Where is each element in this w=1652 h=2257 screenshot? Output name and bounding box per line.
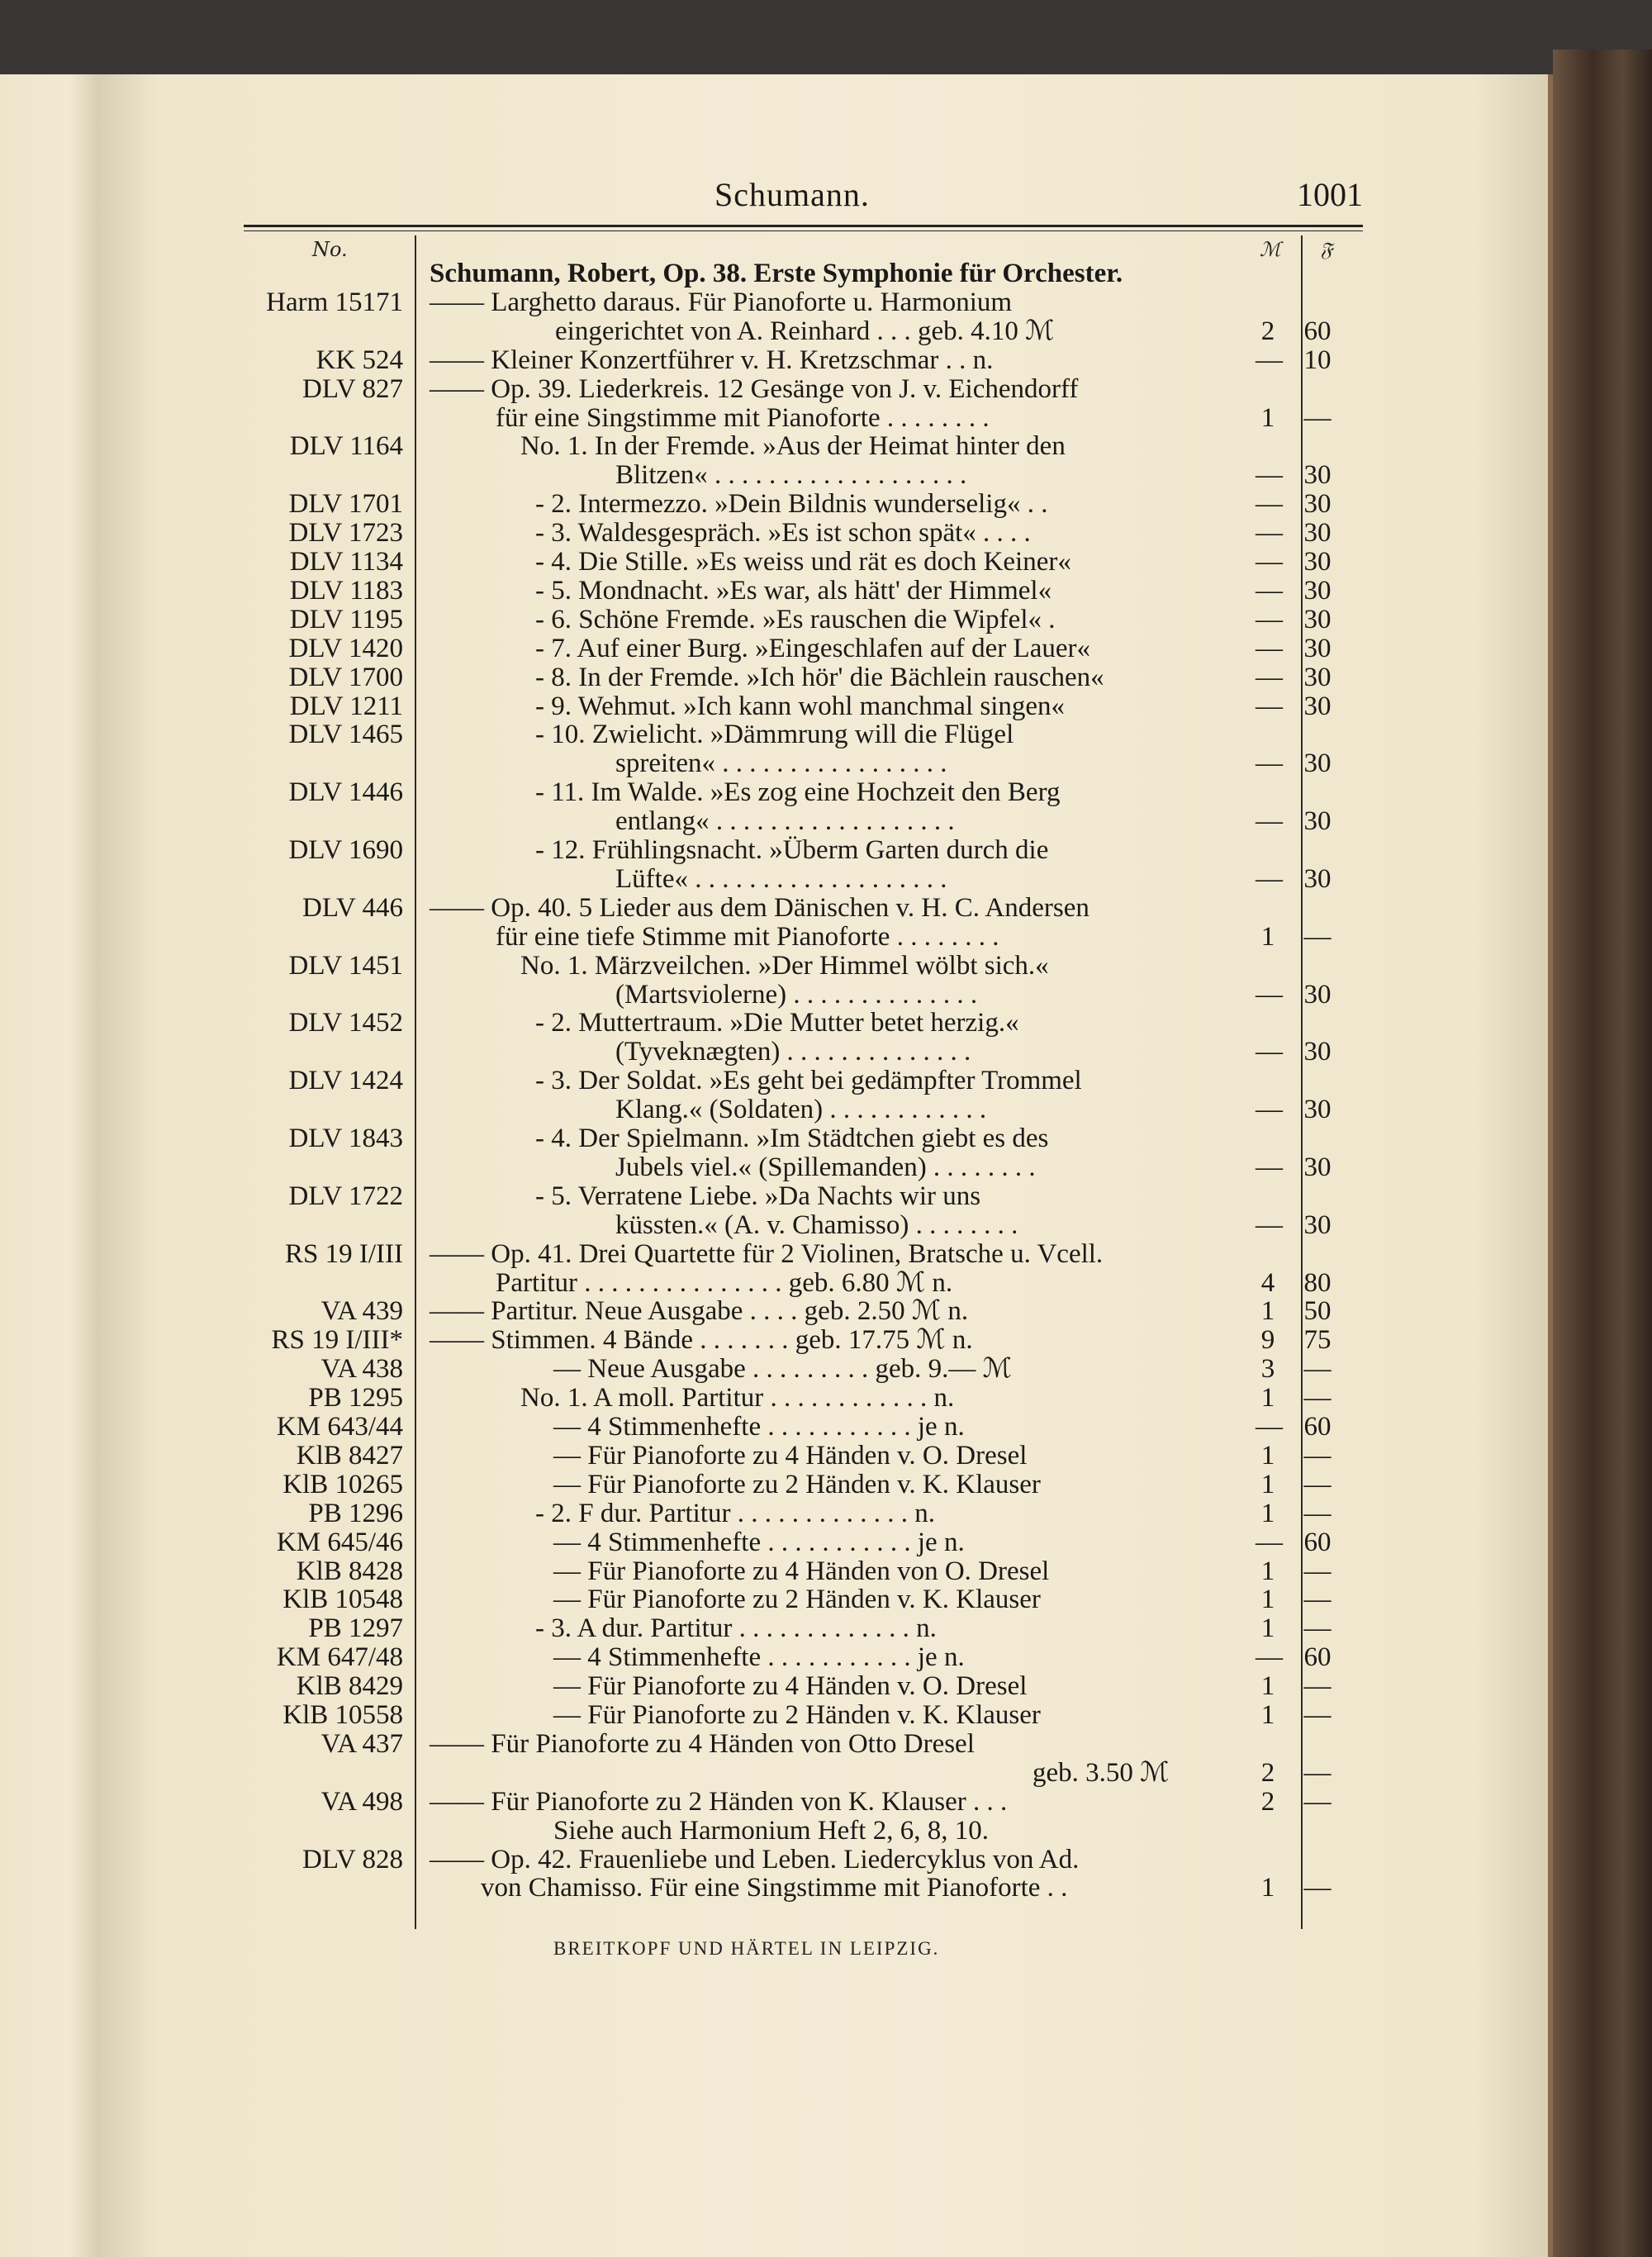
price-pfennig: 50 <box>1303 1296 1332 1327</box>
catalog-row <box>0 634 1652 663</box>
price-pfennig: 10 <box>1303 344 1332 375</box>
catalog-row <box>0 518 1652 548</box>
catalog-row <box>0 893 1652 923</box>
catalog-row <box>0 287 1652 317</box>
entry-text: - 5. Mondnacht. »Es war, als hätt' der Himmel« <box>535 575 1052 606</box>
price-mark: 1 <box>1260 1700 1275 1730</box>
entry-text: — 4 Stimmenhefte . . . . . . . . . . . je n. <box>553 1642 965 1673</box>
header-rule <box>244 225 1363 227</box>
entry-text: entlang« . . . . . . . . . . . . . . . . . . <box>615 806 955 837</box>
entry-text: eingerichtet von A. Reinhard . . . geb. 4.10 ℳ <box>555 316 1055 346</box>
catalog-number: DLV 1690 <box>288 835 403 865</box>
catalog-row <box>0 374 1652 404</box>
catalog-number: DLV 827 <box>302 373 403 404</box>
entry-text: - 12. Frühlingsnacht. »Überm Garten durch die <box>535 835 1049 865</box>
price-pfennig: — <box>1303 1469 1332 1499</box>
catalog-row <box>0 1383 1652 1413</box>
price-mark: — <box>1256 460 1283 491</box>
price-pfennig: — <box>1303 1613 1332 1644</box>
catalog-number: DLV 1465 <box>288 720 403 750</box>
catalog-row <box>0 605 1652 634</box>
catalog-row <box>0 1354 1652 1384</box>
catalog-row <box>0 1181 1652 1211</box>
entry-text: — Für Pianoforte zu 2 Händen v. K. Klauser <box>553 1585 1041 1615</box>
price-mark: 1 <box>1260 1440 1275 1471</box>
entry-text: geb. 3.50 ℳ <box>1032 1757 1170 1788</box>
price-pfennig: — <box>1303 1498 1332 1528</box>
entry-text: - 4. Die Stille. »Es weiss und rät es doch Keiner« <box>535 547 1071 577</box>
entry-text: für eine Singstimme mit Pianoforte . . . . . . . . <box>496 402 990 433</box>
price-mark: 2 <box>1260 316 1275 346</box>
price-pfennig: 30 <box>1303 604 1332 634</box>
catalog-row <box>0 1700 1652 1730</box>
price-pfennig: 30 <box>1303 863 1332 894</box>
entry-text: für eine tiefe Stimme mit Pianoforte . . . . . . . . <box>496 921 999 952</box>
catalog-row <box>0 489 1652 519</box>
price-pfennig: 30 <box>1303 1152 1332 1182</box>
page-number: 1001 <box>1297 176 1363 213</box>
price-pfennig: 75 <box>1303 1325 1332 1356</box>
price-mark: — <box>1256 1152 1283 1182</box>
price-mark: 2 <box>1260 1757 1275 1788</box>
catalog-row <box>0 1729 1652 1759</box>
catalog-number: DLV 1723 <box>288 518 403 549</box>
catalog-number: VA 437 <box>320 1728 403 1759</box>
entry-text: Partitur . . . . . . . . . . . . . . . geb. 6.80 ℳ n. <box>496 1267 953 1298</box>
entry-text: (Tyveknægten) . . . . . . . . . . . . . . <box>615 1037 971 1067</box>
entry-text: —— Für Pianoforte zu 4 Händen von Otto Dresel <box>430 1728 975 1759</box>
price-mark: — <box>1256 1095 1283 1125</box>
price-mark: 1 <box>1260 1613 1275 1644</box>
catalog-row <box>0 1787 1652 1817</box>
price-pfennig: 30 <box>1303 1095 1332 1125</box>
catalog-number: DLV 1446 <box>288 777 403 808</box>
catalog-row <box>0 835 1652 865</box>
catalog-number: KlB 10558 <box>282 1700 403 1730</box>
catalog-number: KlB 8429 <box>296 1671 403 1702</box>
catalog-row <box>0 460 1652 490</box>
catalog-number: DLV 1164 <box>289 431 403 462</box>
catalog-row <box>0 1845 1652 1874</box>
catalog-number: RS 19 I/III <box>285 1238 403 1269</box>
catalog-row <box>0 1499 1652 1528</box>
entry-text: —— Op. 42. Frauenliebe und Leben. Liedercyklus von Ad. <box>430 1844 1080 1874</box>
catalog-row <box>0 1268 1652 1298</box>
catalog-row <box>0 777 1652 807</box>
page-header <box>248 175 1363 216</box>
catalog-number: VA 498 <box>320 1786 403 1817</box>
catalog-row <box>0 431 1652 461</box>
price-pfennig: — <box>1303 1786 1332 1817</box>
catalog-number: PB 1296 <box>308 1498 403 1528</box>
price-mark: 4 <box>1260 1267 1275 1298</box>
catalog-row <box>0 576 1652 606</box>
catalog-row <box>0 1470 1652 1499</box>
price-mark: — <box>1256 1037 1283 1067</box>
entry-text: —— Op. 40. 5 Lieder aus dem Dänischen v. H. C. Andersen <box>430 892 1089 923</box>
catalog-row <box>0 1816 1652 1846</box>
price-pfennig: 30 <box>1303 1209 1332 1240</box>
entry-text: — 4 Stimmenhefte . . . . . . . . . . . je n. <box>553 1412 965 1442</box>
entry-text: Siehe auch Harmonium Heft 2, 6, 8, 10. <box>553 1815 989 1846</box>
catalog-number: DLV 1424 <box>288 1066 403 1096</box>
catalog-number: PB 1295 <box>308 1383 403 1414</box>
price-pfennig: 60 <box>1303 316 1332 346</box>
catalog-row <box>0 748 1652 778</box>
catalog-number: DLV 1701 <box>288 489 403 520</box>
price-mark: — <box>1256 748 1283 779</box>
entry-text: - 5. Verratene Liebe. »Da Nachts wir uns <box>535 1181 981 1211</box>
price-pfennig: — <box>1303 1383 1332 1414</box>
catalog-number: PB 1297 <box>308 1613 403 1644</box>
price-pfennig: 30 <box>1303 979 1332 1010</box>
price-mark: — <box>1256 1412 1283 1442</box>
price-pfennig: 80 <box>1303 1267 1332 1298</box>
price-mark: — <box>1256 1209 1283 1240</box>
price-pfennig: 60 <box>1303 1527 1332 1557</box>
entry-text: No. 1. A moll. Partitur . . . . . . . . . . . . n. <box>520 1383 955 1414</box>
catalog-row <box>0 1296 1652 1326</box>
catalog-row <box>0 1152 1652 1182</box>
entry-text: —— Op. 41. Drei Quartette für 2 Violinen, Bratsche u. Vcell. <box>430 1238 1104 1269</box>
price-pfennig: 30 <box>1303 748 1332 779</box>
entry-text: von Chamisso. Für eine Singstimme mit Pianoforte . . <box>481 1873 1068 1903</box>
entry-text: Jubels viel.« (Spillemanden) . . . . . . . . <box>615 1152 1036 1182</box>
entry-text: — Neue Ausgabe . . . . . . . . . geb. 9.— ℳ <box>553 1354 1012 1385</box>
catalog-number: DLV 828 <box>302 1844 403 1874</box>
entry-text: — Für Pianoforte zu 2 Händen v. K. Klauser <box>553 1700 1041 1730</box>
price-mark: — <box>1256 691 1283 721</box>
price-mark: — <box>1256 344 1283 375</box>
catalog-row <box>0 1095 1652 1124</box>
entry-text: - 8. In der Fremde. »Ich hör' die Bächlein rauschen« <box>535 662 1104 692</box>
catalog-row <box>0 345 1652 375</box>
price-mark: 3 <box>1260 1354 1275 1385</box>
entry-text: - 3. Waldesgespräch. »Es ist schon spät« . . . . <box>535 518 1031 549</box>
price-mark: — <box>1256 1642 1283 1673</box>
price-pfennig: 30 <box>1303 633 1332 663</box>
column-header-mark: ℳ <box>1260 238 1281 261</box>
entry-text: - 2. Intermezzo. »Dein Bildnis wunderselig« . . <box>535 489 1048 520</box>
catalog-number: RS 19 I/III* <box>271 1325 403 1356</box>
catalog-number: DLV 1452 <box>288 1008 403 1038</box>
header-rule-thin <box>244 230 1363 231</box>
price-mark: 9 <box>1260 1325 1275 1356</box>
price-pfennig: — <box>1303 1440 1332 1471</box>
price-mark: — <box>1256 518 1283 549</box>
catalog-row <box>0 1066 1652 1095</box>
price-mark: — <box>1256 633 1283 663</box>
catalog-number: KlB 10548 <box>282 1585 403 1615</box>
catalog-number: DLV 1420 <box>288 633 403 663</box>
catalog-number: DLV 1722 <box>288 1181 403 1211</box>
price-mark: — <box>1256 604 1283 634</box>
entry-text: - 3. A dur. Partitur . . . . . . . . . . . . . n. <box>535 1613 937 1644</box>
publisher-footer: BREITKOPF UND HÄRTEL IN LEIPZIG. <box>553 1938 940 1959</box>
price-mark: 1 <box>1260 1296 1275 1327</box>
entry-text: spreiten« . . . . . . . . . . . . . . . . . <box>615 748 947 779</box>
entry-text: — Für Pianoforte zu 4 Händen v. O. Dresel <box>553 1671 1028 1702</box>
price-mark: 1 <box>1260 921 1275 952</box>
catalog-number: DLV 1195 <box>289 604 403 634</box>
catalog-row <box>0 1412 1652 1442</box>
price-pfennig: — <box>1303 1354 1332 1385</box>
catalog-row <box>0 259 1652 288</box>
price-mark: 1 <box>1260 1873 1275 1903</box>
column-header-no: No. <box>312 238 348 261</box>
price-mark: 2 <box>1260 1786 1275 1817</box>
catalog-number: Harm 15171 <box>266 287 403 317</box>
price-pfennig: 60 <box>1303 1412 1332 1442</box>
catalog-row <box>0 951 1652 981</box>
book-edge-top <box>0 0 1652 74</box>
entry-text: Schumann, Robert, Op. 38. Erste Symphonie für Orchester. <box>430 259 1123 288</box>
catalog-row <box>0 1585 1652 1614</box>
catalog-number: KM 645/46 <box>276 1527 403 1557</box>
catalog-number: VA 438 <box>320 1354 403 1385</box>
price-mark: — <box>1256 575 1283 606</box>
price-mark: 1 <box>1260 402 1275 433</box>
catalog-number: KlB 10265 <box>282 1469 403 1499</box>
entry-text: - 2. F dur. Partitur . . . . . . . . . . . . . n. <box>535 1498 935 1528</box>
price-pfennig: — <box>1303 921 1332 952</box>
entry-text: No. 1. Märzveilchen. »Der Himmel wölbt sich.« <box>520 950 1049 981</box>
price-mark: — <box>1256 1527 1283 1557</box>
price-pfennig: 30 <box>1303 547 1332 577</box>
catalog-row <box>0 806 1652 836</box>
catalog-row <box>0 663 1652 692</box>
catalog-row <box>0 316 1652 346</box>
price-pfennig: 30 <box>1303 575 1332 606</box>
entry-text: — Für Pianoforte zu 4 Händen von O. Dresel <box>553 1556 1050 1586</box>
entry-text: - 2. Muttertraum. »Die Mutter betet herzig.« <box>535 1008 1019 1038</box>
entry-text: —— Op. 39. Liederkreis. 12 Gesänge von J. v. Eichendorff <box>430 373 1079 404</box>
catalog-number: DLV 446 <box>302 892 403 923</box>
price-mark: 1 <box>1260 1585 1275 1615</box>
catalog-number: KlB 8428 <box>296 1556 403 1586</box>
catalog-row <box>0 1642 1652 1672</box>
entry-text: —— Stimmen. 4 Bände . . . . . . . geb. 17.75 ℳ n. <box>430 1325 973 1356</box>
catalog-row <box>0 720 1652 749</box>
entry-text: - 9. Wehmut. »Ich kann wohl manchmal singen« <box>535 691 1066 721</box>
catalog-row <box>0 1556 1652 1586</box>
catalog-row <box>0 922 1652 952</box>
catalog-row <box>0 1528 1652 1557</box>
catalog-row <box>0 980 1652 1010</box>
price-mark: 1 <box>1260 1556 1275 1586</box>
price-pfennig: 30 <box>1303 460 1332 491</box>
price-pfennig: 30 <box>1303 1037 1332 1067</box>
entry-text: —— Für Pianoforte zu 2 Händen von K. Klauser . . . <box>430 1786 1008 1817</box>
price-pfennig: 30 <box>1303 518 1332 549</box>
catalog-number: KM 647/48 <box>276 1642 403 1673</box>
entry-text: - 3. Der Soldat. »Es geht bei gedämpfter Trommel <box>535 1066 1082 1096</box>
price-mark: — <box>1256 662 1283 692</box>
price-mark: — <box>1256 979 1283 1010</box>
entry-text: küssten.« (A. v. Chamisso) . . . . . . . . <box>615 1209 1018 1240</box>
catalog-number: DLV 1843 <box>288 1124 403 1153</box>
price-mark: — <box>1256 863 1283 894</box>
price-pfennig: — <box>1303 402 1332 433</box>
price-pfennig: 30 <box>1303 489 1332 520</box>
price-mark: — <box>1256 806 1283 837</box>
entry-text: No. 1. In der Fremde. »Aus der Heimat hinter den <box>520 431 1066 462</box>
price-pfennig: — <box>1303 1873 1332 1903</box>
entry-text: — Für Pianoforte zu 4 Händen v. O. Dresel <box>553 1440 1028 1471</box>
catalog-row <box>0 1671 1652 1701</box>
catalog-number: DLV 1700 <box>288 662 403 692</box>
catalog-number: DLV 1451 <box>288 950 403 981</box>
entry-text: - 6. Schöne Fremde. »Es rauschen die Wipfel« . <box>535 604 1056 634</box>
entry-text: - 7. Auf einer Burg. »Eingeschlafen auf der Lauer« <box>535 633 1090 663</box>
catalog-row <box>0 1008 1652 1038</box>
entry-text: - 10. Zwielicht. »Dämmrung will die Flügel <box>535 720 1014 750</box>
catalog-row <box>0 1239 1652 1269</box>
entry-text: Blitzen« . . . . . . . . . . . . . . . . . . . <box>615 460 967 491</box>
entry-text: —— Kleiner Konzertführer v. H. Kretzschmar . . n. <box>430 344 994 375</box>
catalog-row <box>0 691 1652 721</box>
price-pfennig: 30 <box>1303 691 1332 721</box>
catalog-row <box>0 403 1652 433</box>
catalog-row <box>0 547 1652 577</box>
price-mark: 1 <box>1260 1498 1275 1528</box>
catalog-number: KM 643/44 <box>276 1412 403 1442</box>
entry-text: —— Partitur. Neue Ausgabe . . . . geb. 2.50 ℳ n. <box>430 1296 969 1327</box>
price-pfennig: — <box>1303 1556 1332 1586</box>
price-pfennig: 60 <box>1303 1642 1332 1673</box>
price-pfennig: — <box>1303 1757 1332 1788</box>
catalog-row <box>0 1873 1652 1903</box>
price-mark: 1 <box>1260 1469 1275 1499</box>
catalog-row <box>0 1441 1652 1471</box>
catalog-number: DLV 1183 <box>289 575 403 606</box>
catalog-number: KlB 8427 <box>296 1440 403 1471</box>
catalog-row <box>0 1758 1652 1788</box>
catalog-row <box>0 1037 1652 1067</box>
entry-text: — 4 Stimmenhefte . . . . . . . . . . . je n. <box>553 1527 965 1557</box>
price-mark: — <box>1256 489 1283 520</box>
price-pfennig: — <box>1303 1671 1332 1702</box>
price-mark: 1 <box>1260 1383 1275 1414</box>
catalog-number: DLV 1134 <box>289 547 403 577</box>
catalog-row <box>0 864 1652 894</box>
catalog-number: DLV 1211 <box>289 691 403 721</box>
catalog-row <box>0 1325 1652 1355</box>
price-pfennig: — <box>1303 1585 1332 1615</box>
price-mark: 1 <box>1260 1671 1275 1702</box>
page-title: Schumann. <box>714 176 870 213</box>
entry-text: (Martsviolerne) . . . . . . . . . . . . . . <box>615 979 978 1010</box>
catalog-row <box>0 1210 1652 1240</box>
entry-text: - 11. Im Walde. »Es zog eine Hochzeit den Berg <box>535 777 1061 808</box>
entry-text: Klang.« (Soldaten) . . . . . . . . . . . . <box>615 1095 987 1125</box>
catalog-row <box>0 1613 1652 1643</box>
price-pfennig: — <box>1303 1700 1332 1730</box>
price-pfennig: 30 <box>1303 806 1332 837</box>
catalog-row <box>0 1124 1652 1153</box>
column-header-pfennig: 𝔉 <box>1320 238 1333 261</box>
price-mark: — <box>1256 547 1283 577</box>
price-pfennig: 30 <box>1303 662 1332 692</box>
catalog-number: KK 524 <box>316 344 403 375</box>
catalog-number: VA 439 <box>320 1296 403 1327</box>
entry-text: - 4. Der Spielmann. »Im Städtchen giebt es des <box>535 1124 1049 1153</box>
entry-text: Lüfte« . . . . . . . . . . . . . . . . . . . <box>615 863 947 894</box>
entry-text: —— Larghetto daraus. Für Pianoforte u. Harmonium <box>430 287 1013 317</box>
entry-text: — Für Pianoforte zu 2 Händen v. K. Klauser <box>553 1469 1041 1499</box>
